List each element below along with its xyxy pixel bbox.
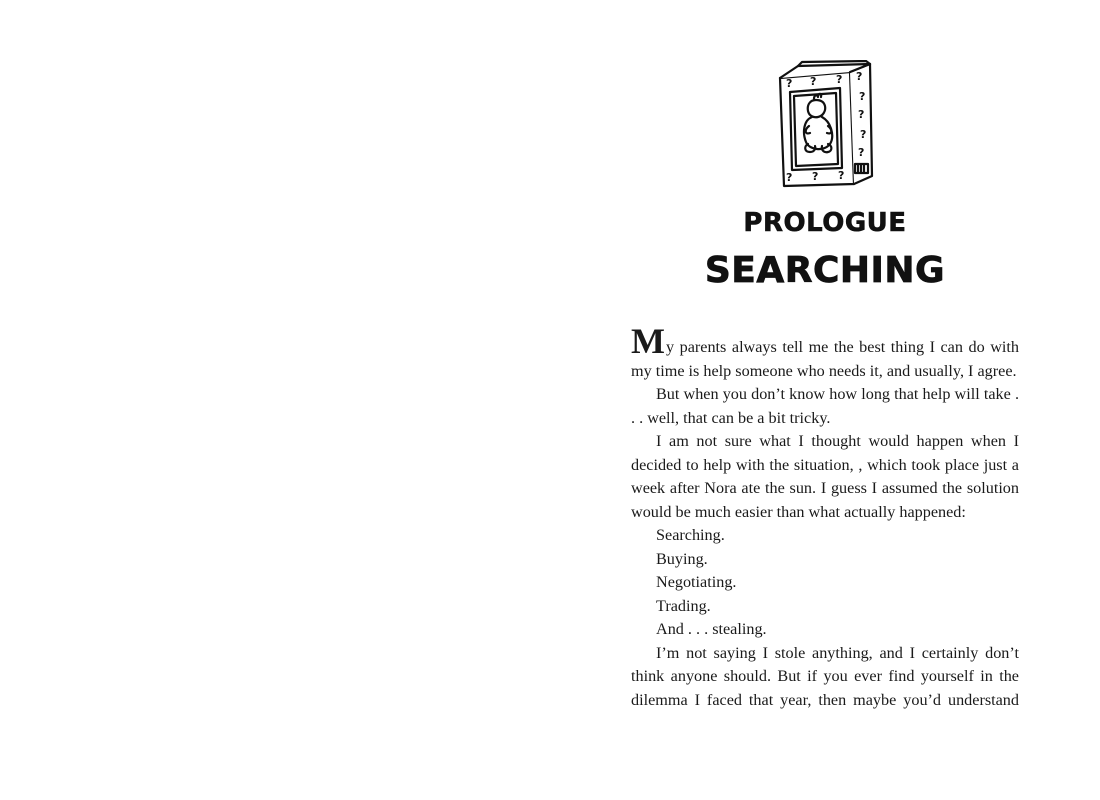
list-item: Searching. (656, 526, 725, 544)
chapter-label: PROLOGUE (743, 208, 907, 238)
paragraph-1-text: y parents always tell me the best thing I can do with my time is help someone who needs it, and usually, I agree. (631, 338, 1019, 380)
paragraph-2: But when you don’t know how long that help will take . . . well, that can be a bit tricky. (631, 385, 1019, 427)
paragraph-4: I’m not saying I stole anything, and I certainly don’t think anyone should. But if you ever find yourself in the dilemma I faced that year, then maybe you’d understand (631, 643, 1019, 709)
list-item: Buying. (656, 549, 708, 568)
question-mark: ? (786, 77, 793, 90)
question-mark: ? (860, 128, 867, 141)
question-mark: ? (856, 70, 863, 83)
drop-cap: M (631, 321, 665, 361)
question-mark: ? (858, 108, 865, 121)
body-text (631, 321, 1019, 712)
question-mark: ? (838, 169, 845, 182)
right-page (550, 0, 1100, 800)
question-mark: ? (858, 146, 865, 159)
list-item: Negotiating. (656, 573, 737, 591)
question-mark: ? (836, 73, 843, 86)
question-mark: ? (859, 90, 866, 103)
paragraph-3: I am not sure what I thought would happen when I decided to help with the situation, , which took place just a week after Nora ate the sun. I guess I assumed the solution would be much easier than what actually happened: (631, 432, 1019, 521)
chapter-title: SEARCHING (704, 250, 946, 291)
milk-carton-missing-icon (776, 60, 876, 190)
list-item: Trading. (656, 596, 711, 615)
list-item: And . . . stealing. (656, 620, 767, 638)
question-mark: ? (812, 170, 819, 183)
paragraph-1 (631, 321, 1019, 383)
question-mark: ? (810, 75, 817, 88)
question-mark: ? (786, 171, 793, 184)
